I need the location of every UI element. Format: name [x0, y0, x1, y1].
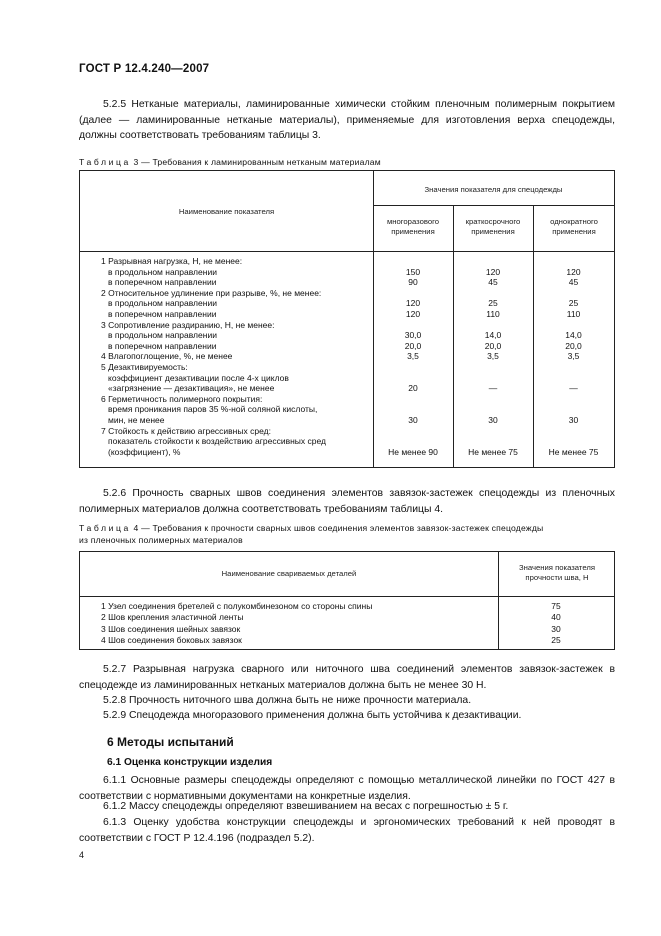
- table3-cell: 3,5: [407, 351, 419, 362]
- table4-header-value: Значения показателя прочности шва, Н: [518, 563, 595, 582]
- table4-cell: 30: [551, 623, 561, 634]
- table3-row-label: в поперечном направлении: [108, 277, 217, 288]
- table3-cell: 30: [408, 415, 418, 425]
- paragraph-5-2-5: 5.2.5 Нетканые материалы, ламинированные химически стойким пленочным полимерным покрытием (далее — ламинированные нетканые материалы), применяемые для изготовления верха спецодежды, должны соответствовать требованиям таблицы 3.: [79, 99, 615, 141]
- table3-cell: 120: [405, 298, 421, 309]
- section-6-heading: 6 Методы испытаний: [107, 735, 234, 749]
- paragraph-6-1-1: 6.1.1 Основные размеры спецодежды определяют с помощью металлической линейки по ГОСТ 427 в соответствии с нормативными документами на конкретные изделия.: [79, 775, 615, 802]
- table3-cell: 25: [568, 298, 579, 309]
- table3-header-reusable: многоразового применения: [386, 217, 440, 236]
- table3-row-label: 2 Относительное удлинение при разрыве, %, не менее:: [101, 287, 322, 298]
- paragraph-5-2-9: 5.2.9 Спецодежда многоразового применения должна быть устойчива к дезактивации.: [103, 710, 522, 721]
- table3-cell: 20: [408, 383, 418, 394]
- subsection-6-1-heading: 6.1 Оценка конструкции изделия: [107, 757, 273, 768]
- paragraph-6-1-2: 6.1.2 Массу спецодежды определяют взвешиванием на весах с погрешностью ± 5 г.: [103, 801, 509, 812]
- table3-cell: Не менее 75: [468, 446, 518, 457]
- table4-caption-word: Таблица: [79, 523, 131, 533]
- table3-cell: 3,5: [567, 351, 580, 362]
- table3-row-label: 7 Стойкость к действию агрессивных сред:: [101, 425, 271, 436]
- table4-row-label: 1 Узел соединения бретелей с полукомбинезоном со стороны спины: [101, 601, 373, 611]
- table3-cell: 120: [566, 266, 581, 277]
- table4-cell: 40: [551, 612, 561, 623]
- table3-row-label: показатель стойкости к воздействию агрессивных сред: [108, 436, 326, 447]
- table3-cell: 20,0: [404, 340, 422, 351]
- table3-cell: 30: [568, 415, 579, 425]
- paragraph-6-1-3: 6.1.3 Оценку удобства конструкции спецодежды и эргономических требований к ней проводят в соответствии с ГОСТ Р 12.4.196 (подраздел 5.2).: [79, 817, 615, 844]
- page-number: 4: [79, 850, 85, 860]
- table3-cell: 20,0: [565, 340, 582, 351]
- table3-cell: 14,0: [565, 330, 582, 341]
- table3-cell: 110: [486, 309, 500, 319]
- table3-cell: 14,0: [484, 330, 502, 341]
- table3-row-label: коэффициент дезактивации после 4-х циклов: [108, 372, 289, 383]
- table3: [79, 170, 615, 468]
- table3-row-label: 4 Влагопоглощение, %, не менее: [101, 351, 233, 362]
- table4-row-label: 3 Шов соединения шейных завязок: [101, 623, 241, 634]
- table3-cell: —: [569, 383, 578, 394]
- table4-row-label: 2 Шов крепления эластичной ленты: [101, 612, 244, 623]
- table4-cell: 25: [551, 634, 561, 645]
- table3-row-label: в продольном направлении: [108, 298, 217, 309]
- table3-cell: 30,0: [404, 330, 422, 341]
- table3-row-label: в поперечном направлении: [108, 340, 217, 351]
- table3-row-label: в поперечном направлении: [108, 309, 217, 319]
- table3-row-label: в продольном направлении: [108, 266, 217, 277]
- table3-cell: 3,5: [487, 351, 499, 362]
- table3-row-label: 1 Разрывная нагрузка, Н, не менее:: [101, 256, 243, 266]
- table3-row-label: (коэффициент), %: [108, 446, 181, 457]
- paragraph-5-2-6: 5.2.6 Прочность сварных швов соединения элементов завязок-застежек спецодежды из пленочных полимерных материалов должна соответствовать требованиям таблицы 4.: [79, 488, 615, 515]
- table3-cell: 45: [568, 277, 579, 288]
- table3-row-label: 6 Герметичность полимерного покрытия:: [101, 393, 263, 404]
- table3-cell: 45: [488, 277, 498, 288]
- table4-caption-text: 4 — Требования к прочности сварных швов соединения элементов завязок-застежек спецодежды: [133, 523, 544, 533]
- table4-cell: 75: [551, 601, 561, 611]
- table3-cell: 110: [566, 309, 581, 319]
- table3-header-name: Наименование показателя: [178, 207, 275, 216]
- table3-cell: —: [488, 383, 498, 394]
- paragraph-5-2-8: 5.2.8 Прочность ниточного шва должна быть не ниже прочности материала.: [103, 695, 472, 706]
- table3-cell: Не менее 90: [388, 446, 438, 457]
- document-header: ГОСТ Р 12.4.240—2007: [79, 63, 210, 75]
- table3-cell: 20,0: [484, 340, 502, 351]
- table3-cell: 30: [488, 415, 498, 425]
- table3-cell: 120: [485, 266, 501, 277]
- table3-row-label: время проникания паров 35 %-ной соляной кислоты,: [108, 404, 318, 415]
- table3-cell: Не менее 75: [548, 446, 599, 457]
- table3-row-label: мин, не менее: [108, 415, 165, 425]
- table4-row-label: 4 Шов соединения боковых завязок: [101, 634, 242, 645]
- table3-row-label: 3 Сопротивление раздиранию, Н, не менее:: [101, 319, 275, 330]
- table3-row-label: в продольном направлении: [108, 330, 217, 341]
- table3-row-label: «загрязнение — дезактивация», не менее: [108, 383, 275, 394]
- table3-cell: 120: [405, 309, 421, 319]
- table3-header-group: Значения показателя для спецодежды: [424, 185, 563, 194]
- table3-cell: 150: [405, 266, 421, 277]
- table3-cell: 25: [488, 298, 498, 309]
- table4-header-name: Наименование свариваемых деталей: [221, 569, 357, 578]
- table3-caption-word: Таблица: [79, 157, 131, 167]
- table3-caption: [79, 157, 381, 167]
- table3-cell: 90: [408, 277, 418, 288]
- table4: [79, 551, 615, 650]
- table4-caption: [79, 523, 619, 546]
- paragraph-5-2-7: 5.2.7 Разрывная нагрузка сварного или ниточного шва соединений элементов завязок-застежек в спецодежде из ламинированных нетканых материалов должна быть не менее 30 Н.: [79, 664, 615, 691]
- table3-row-label: 5 Дезактивируемость:: [101, 362, 188, 372]
- table3-caption-text: 3 — Требования к ламинированным нетканым материалам: [133, 157, 381, 167]
- table4-caption-text-2: из пленочных полимерных материалов: [79, 534, 243, 545]
- table3-header-shortterm: краткосрочного применения: [465, 217, 521, 236]
- table3-header-single: однократного применения: [550, 217, 598, 236]
